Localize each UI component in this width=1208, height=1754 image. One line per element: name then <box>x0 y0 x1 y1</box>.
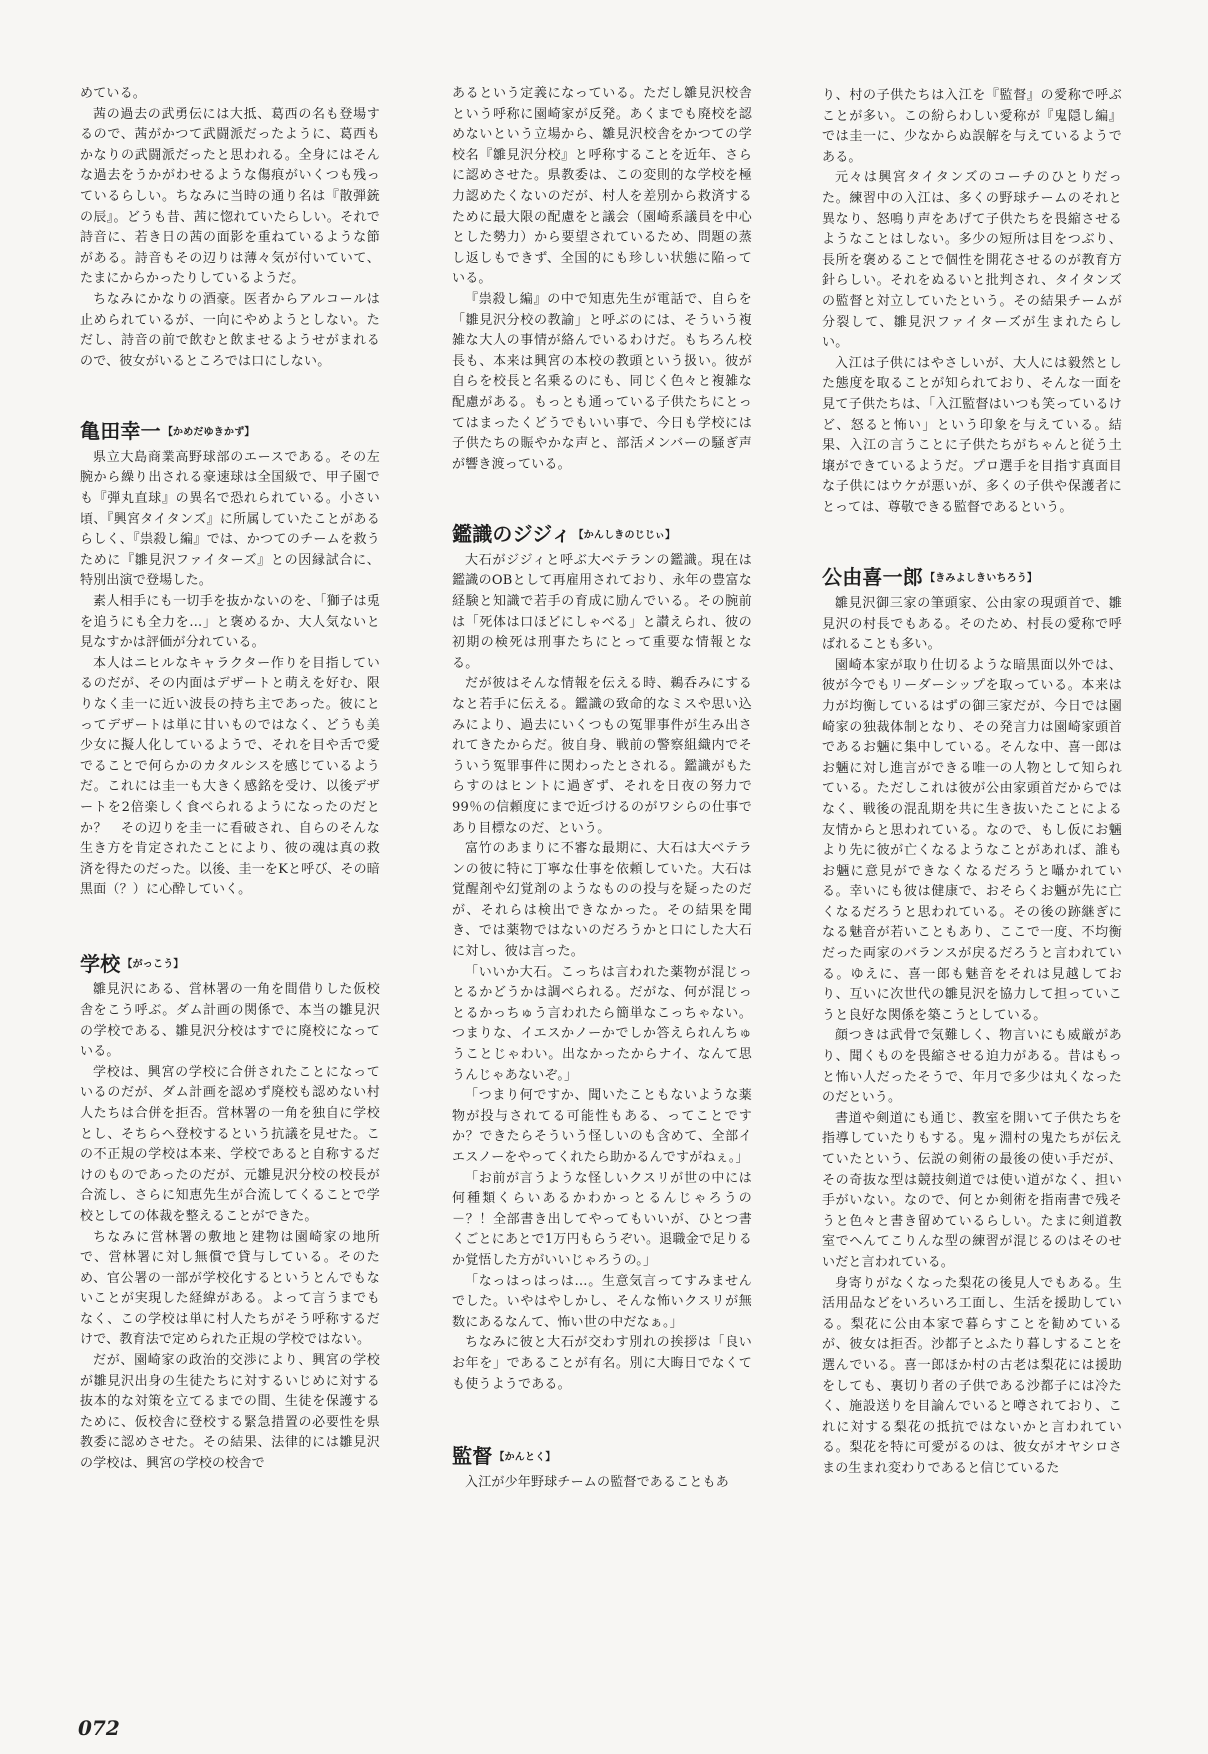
body-paragraph: 学校は、興宮の学校に合併されたことになっているのだが、ダム計画を認めず廃校も認めない村人たちは合併を拒否。営林署の一角を独自に学校とし、そちらへ登校するという抗議を見せた。この不正規の学校は本来、学校であると自称するだけのものであったのだが、元雛見沢分校の校長が合流し、さらに知恵先生が合流してくることで学校としての体裁を整えることができた。 <box>80 1064 380 1224</box>
entry-reading: 【かめだゆきかず】 <box>162 426 255 438</box>
page-number: 072 <box>78 1716 120 1740</box>
entry-reading: 【きみよしきいちろう】 <box>925 572 1038 584</box>
section-gap <box>80 372 380 416</box>
entry-title: 監督 <box>452 1444 493 1469</box>
body-paragraph: ちなみにかなりの酒豪。医者からアルコールは止められているが、一向にやめようとしない。ただし、詩音の前で飲むと飲ませるようせがまれるので、彼女がいるところでは口にしない。 <box>80 291 380 369</box>
body-paragraph: 県立大島商業高野球部のエースである。その左腕から繰り出される豪速球は全国級で、甲子園でも『弾丸直球』の異名で恐れられている。小さい頃、『興宮タイタンズ』に所属していたことがあるらしく、『祟殺し編』では、かつてのチームを救うために『雛見沢ファイターズ』との因縁試合に、特別出演で登場した。 <box>80 449 380 589</box>
entry-heading <box>80 949 380 981</box>
entry-title: 亀田幸一 <box>80 419 161 444</box>
entry-reading: 【かんとく】 <box>494 1451 556 1463</box>
body-paragraph: 「お前が言うような怪しいクスリが世の中には何種類くらいあるかわかっとるんじゃろうの－？！全部書き出してやってもいいが、ひとつ書くごとにあとで1万円もらうぞい。退職金で足りるか覚悟した方がいいじゃろうの。」 <box>452 1170 752 1268</box>
entry-reading: 【かんしきのじじぃ】 <box>573 529 676 541</box>
entry-title: 学校 <box>80 951 121 976</box>
body-paragraph: だが、園崎家の政治的交渉により、興宮の学校が雛見沢出身の生徒たちに対するいじめに対する抜本的な対策を立てるまでの間、生徒を保護するために、仮校舎に登校する緊急措置の必要性を県教委に認めさせた。その結果、法律的には雛見沢の学校は、興宮の学校の校舎で <box>80 1353 380 1472</box>
body-paragraph: ちなみに営林署の敷地と建物は園崎家の地所で、営林署に対し無償で貸与している。そのため、官公署の一部が学校化するというとんでもないことが実現した経緯がある。よって言うまでもなく、この学校は単に村人たちがそう呼称するだけで、教育法で定められた正規の学校ではない。 <box>80 1229 380 1348</box>
body-paragraph: 入江は子供にはやさしいが、大人には毅然とした態度を取ることが知られており、そんな一面を見て子供たちは、「入江監督はいつも笑っているけど、怒ると怖い」という印象を与えている。結果、入江の言うことに子供たちがちゃんと従う土壌ができているようだ。プロ選手を目指す真面目な子供にはウケが悪いが、多くの子供や保護者にとっては、尊敬できる監督であるという。 <box>822 355 1122 515</box>
body-paragraph: 素人相手にも一切手を抜かないのを、「獅子は兎を追うにも全力を…」と褒めるか、大人気ないと見なすかは評価が分れている。 <box>80 593 380 651</box>
body-paragraph: 茜の過去の武勇伝には大抵、葛西の名も登場するので、茜がかつて武闘派だったように、葛西もかなりの武闘派だったと思われる。全身にはそんな過去をうかがわせるような傷痕がいくつも残っているらしい。ちなみに当時の通り名は『散弾銃の辰』。どうも昔、茜に惚れていたらしい。それで詩音に、若き日の茜の面影を重ねているような節がある。詩音もその辺りは薄々気が付いていて、たまにからかったりしているようだ。 <box>80 106 380 287</box>
column-right <box>822 86 1122 1480</box>
section-gap <box>80 901 380 949</box>
entry-heading <box>452 519 752 551</box>
body-paragraph: あるという定義になっている。ただし雛見沢校舎という呼称に園崎家が反発。あくまでも廃校を認めないという立場から、雛見沢校舎をかつての学校名『雛見沢分校』と呼称することを近年、さらに認めさせた。県教委は、この変則的な学校を極力認めたくないのだが、村人を差別から救済するために最大限の配慮をと議会（園崎系議員を中心とした勢力）から要望されているため、問題の蒸し返しもできず、全国的にも珍しい状態に陥っている。 <box>452 86 752 287</box>
body-paragraph: 大石がジジィと呼ぶ大ベテランの鑑識。現在は鑑識のOBとして再雇用されており、永年の豊富な経験と知識で若手の育成に励んでいる。その腕前は「死体は口ほどにしゃべる」と讃えられ、彼の初期の検死は刑事たちにとって重要な情報となる。 <box>452 552 752 671</box>
entry-heading <box>80 416 380 448</box>
body-paragraph: だが彼はそんな情報を伝える時、鵜呑みにするなと若手に伝える。鑑識の致命的なミスや思い込みにより、過去にいくつもの冤罪事件が生み出されてきたからだ。彼自身、戦前の警察組織内でそういう冤罪事件に関わったとされる。鑑識がもたらすのはヒントに過ぎず、それを日夜の努力で99％の信頼度にまで近づけるのがワシらの仕事であり目標なのだ、という。 <box>452 676 752 836</box>
body-paragraph: 富竹のあまりに不審な最期に、大石は大ベテランの彼に特に丁寧な仕事を依頼していた。大石は覚醒剤や幻覚剤のようなものの投与を疑ったのだが、それらは検出できなかった。その結果を聞き、では薬物ではないのだろうかと口にした大石に対し、彼は言った。 <box>452 841 752 960</box>
body-paragraph: 書道や剣道にも通じ、教室を開いて子供たちを指導していたりもする。鬼ヶ淵村の鬼たちが伝えていたという、伝説の剣術の最後の使い手だが、その奇抜な型は競技剣道では使い道がなく、担い手がいない。なので、何とか剣術を指南書で残そうと色々と書き留めているらしい。たまに剣道教室でへんてこりんな型の練習が混じるのはそのせいだと言われている。 <box>822 1110 1122 1270</box>
body-paragraph: 本人はニヒルなキャラクター作りを目指しているのだが、その内面はデザートと萌えを好む、限りなく圭一に近い波長の持ち主であった。彼にとってデザートは単に甘いものではなく、どうも美少女に擬人化しているようで、それを目や舌で愛でることで何らかのカタルシスを感じているようだ。これには圭一も大きく感銘を受け、以後デザートを2倍楽しく食べられるようになったのだとか？ その辺りを圭一に看破され、自らのそんな生き方を肯定されたことにより、彼の魂は真の救済を得たのだった。以後、圭一をKと呼び、その暗黒面（？）に心酔していく。 <box>80 655 380 898</box>
section-gap <box>822 518 1122 562</box>
body-paragraph: 「いいか大石。こっちは言われた薬物が混じっとるかどうかは調べられる。だがな、何が混じっとるかっちゅう言われたら簡単なこっちゃない。つまりな、イエスかノーかでしか答えられんちゅうことじゃわい。出なかったからナイ、なんて思うんじゃあないぞ。」 <box>452 964 752 1083</box>
entry-title: 鑑識のジジィ <box>452 522 572 547</box>
body-paragraph: 雛見沢御三家の筆頭家、公由家の現頭首で、雛見沢の村長でもある。そのため、村長の愛称で呼ばれることも多い。 <box>822 595 1122 653</box>
body-paragraph: 『祟殺し編』の中で知恵先生が電話で、自らを「雛見沢分校の教諭」と呼ぶのには、そういう複雑な大人の事情が絡んでいるわけだ。もちろん校長も、本来は興宮の本校の教頭という扱い。彼が自らを校長と名乗るのにも、同じく色々と複雑な配慮がある。もっとも通っている子供たちにとってはまったくどうでもいい事で、今日も学校には子供たちの賑やかな声と、部活メンバーの騒ぎ声が響き渡っている。 <box>452 291 752 472</box>
body-paragraph: ちなみに彼と大石が交わす別れの挨拶は「良いお年を」であることが有名。別に大晦日でなくても使うようである。 <box>452 1335 752 1392</box>
section-gap <box>452 475 752 519</box>
body-paragraph: 身寄りがなくなった梨花の後見人でもある。生活用品などをいろいろ工面し、生活を援助している。梨花に公由本家で暮らすことを勧めているが、彼女は拒否。沙都子とふたり暮しすることを選んでいる。喜一郎ほか村の古老は梨花には援助をしても、裏切り者の子供である沙都子には冷たく、施設送りを目論んでいると噂されており、これに対する梨花の抵抗ではないかと言われている。梨花を特に可愛がるのは、彼女がオヤシロさまの生まれ変わりであると信じているた <box>822 1275 1122 1476</box>
body-paragraph: 元々は興宮タイタンズのコーチのひとりだった。練習中の入江は、多くの野球チームのそれと異なり、怒鳴り声をあげて子供たちを畏縮させるようなことはしない。多少の短所は目をつぶり、長所を褒めることで個性を開花させるのが教育方針らしい。それをぬるいと批判され、タイタンズの監督と対立していたという。その結果チームが分裂して、雛見沢ファイターズが生まれたらしい。 <box>822 170 1122 351</box>
entry-heading <box>452 1441 752 1473</box>
entry-heading <box>822 562 1122 594</box>
body-paragraph: 「つまり何ですか、聞いたこともないような薬物が投与されてる可能性もある、ってことですか？できたらそういう怪しいのも含めて、全部イエスノーをやってくれたら助かるんですがねぇ。」 <box>452 1088 752 1165</box>
body-paragraph: めている。 <box>80 86 147 101</box>
body-paragraph: 顔つきは武骨で気難しく、物言いにも威厳があり、聞くものを畏縮させる迫力がある。昔はもっと怖い人だったそうで、年月で多少は丸くなったのだという。 <box>822 1028 1122 1106</box>
section-gap <box>452 1395 752 1441</box>
entry-reading: 【がっこう】 <box>122 959 184 971</box>
body-paragraph: 雛見沢にある、営林署の一角を間借りした仮校舎をこう呼ぶ。ダム計画の関係で、本当の雛見沢の学校である、雛見沢分校はすでに廃校になっている。 <box>80 982 380 1060</box>
column-left <box>80 84 380 1475</box>
body-paragraph: 園崎本家が取り仕切るような暗黒面以外では、彼が今でもリーダーシップを取っている。本来は力が均衡しているはずの御三家だが、今日では園崎家の独裁体制となり、その発言力は園崎家頭首であるお魎に集中している。そんな中、喜一郎はお魎に対し進言ができる唯一の人物として知られている。ただしこれは彼が公由家頭首だからではなく、戦後の混乱期を共に生き抜いたことによる友情からと思われている。なので、もし仮にお魎より先に彼が亡くなるようなことがあれば、誰もお魎に意見ができなくなるだろうと囁かれている。幸いにも彼は健康で、おそらくお魎が先に亡くなるだろうと思われている。その後の跡継ぎになる魅音が若いこともあり、ここで一度、不均衡だった両家のバランスが戻るだろうと言われている。ゆえに、喜一郎も魅音をそれは見越しており、互いに次世代の雛見沢を協力して担っていこうと良好な関係を築こうとしている。 <box>822 657 1122 1023</box>
body-paragraph: 入江が少年野球チームの監督であることもあ <box>465 1474 730 1490</box>
body-paragraph: 「なっはっはっは…。生意気言ってすみませんでした。いやはやしかし、そんな怖いクスリが無数にあるなんて、怖い世の中だなぁ。」 <box>452 1273 752 1330</box>
column-middle <box>452 84 752 1493</box>
entry-title: 公由喜一郎 <box>822 565 923 590</box>
body-paragraph: り、村の子供たちは入江を『監督』の愛称で呼ぶことが多い。この紛らわしい愛称が『鬼隠し編』では圭一に、少なからぬ誤解を与えているようである。 <box>822 88 1122 165</box>
